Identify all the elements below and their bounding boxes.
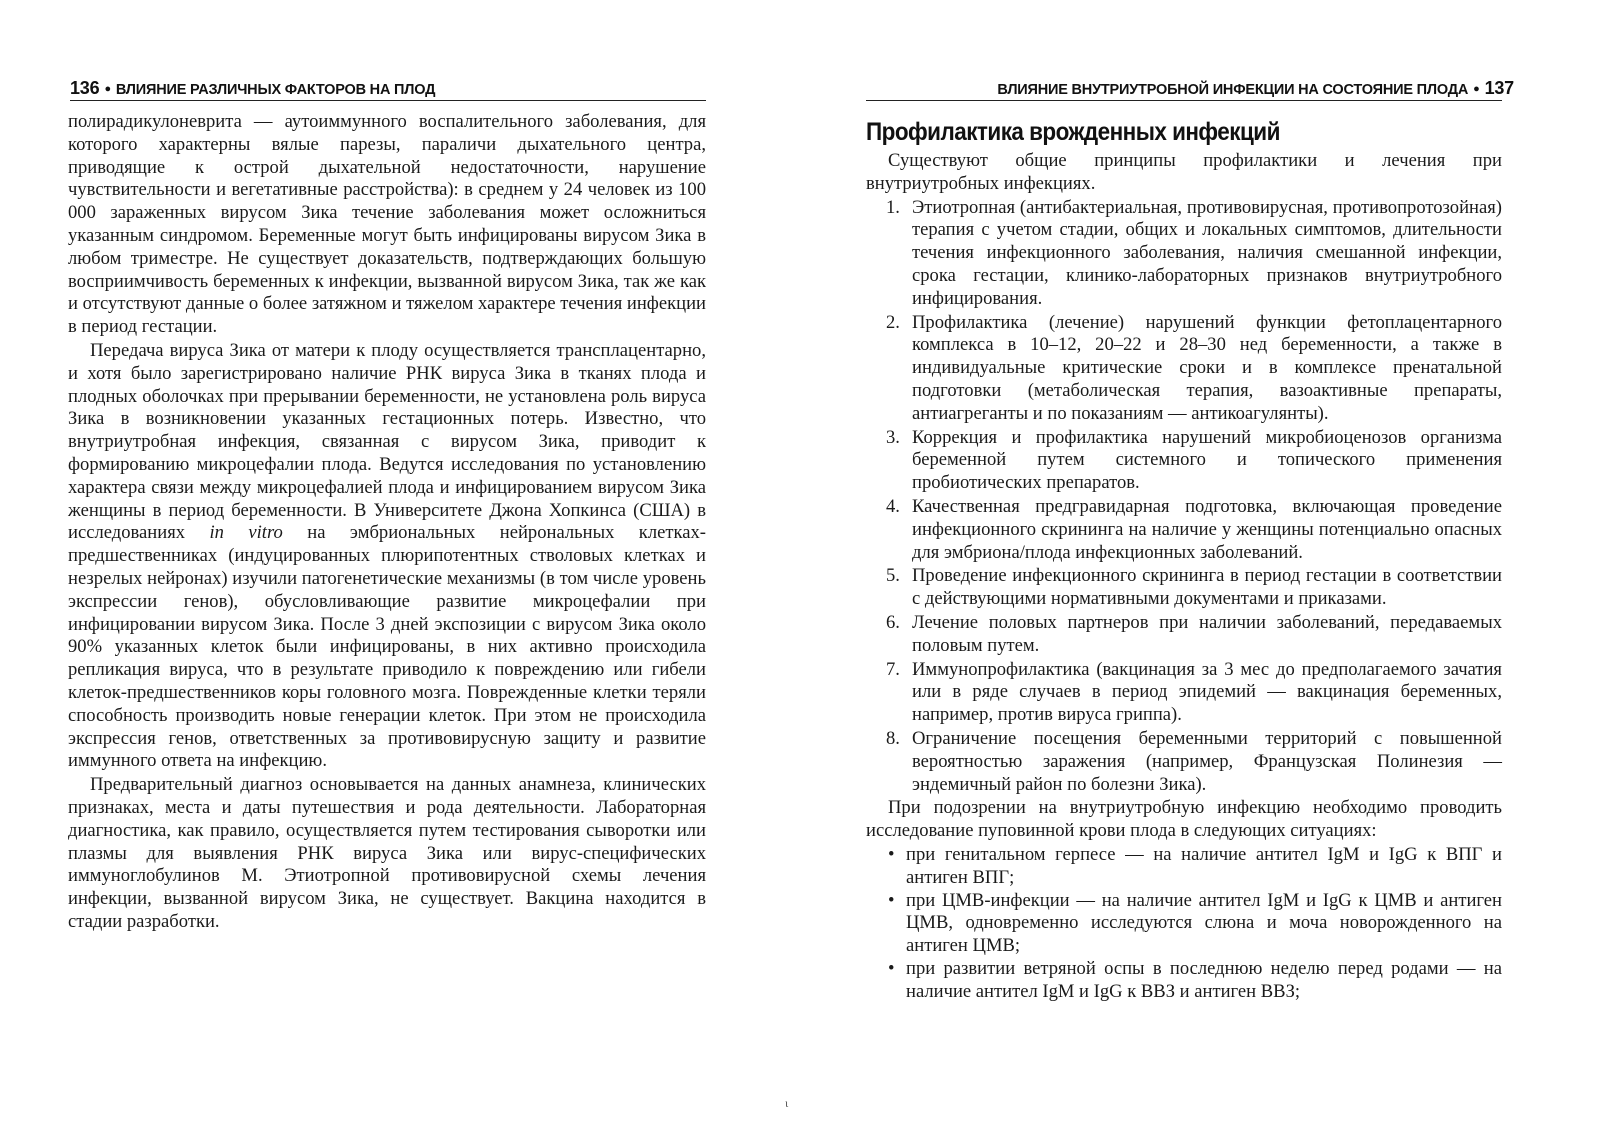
intro-paragraph: Существуют общие принципы профилактики и лечения при внутриутробных инфекциях. — [866, 150, 1502, 194]
running-head-left — [70, 78, 435, 99]
list-item-text: Профилактика (лечение) нарушений функции фетоплацентарного комплекса в 10–12, 20–22 и 28–30 нед беременности, а также в индивидуальные критические сроки и в комплексе пренатальной подготовки (метаболическая терапия, вазоактивные препараты, антиагреганты и по показаниям — антикоагулянты). — [912, 311, 1502, 424]
header-rule — [70, 100, 706, 101]
list-item-text: при генитальном герпесе — на наличие антител IgM и IgG к ВПГ и антиген ВПГ; — [906, 843, 1502, 888]
bullet-separator: ● — [1473, 83, 1480, 95]
running-title: ВЛИЯНИЕ ВНУТРИУТРОБНОЙ ИНФЕКЦИИ НА СОСТОЯНИЕ ПЛОДА — [997, 82, 1469, 98]
list-item-text: Иммунопрофилактика (вакцинация за 3 мес до предполагаемого зачатия или в ряде случаев в период эпидемий — вакцинация беременных, например, против вируса гриппа). — [912, 658, 1502, 726]
list-number: 7. — [886, 658, 900, 680]
list-number: 2. — [886, 311, 900, 333]
cord-blood-test-list — [866, 844, 1502, 1004]
right-page-body — [866, 150, 1502, 1003]
list-item — [866, 312, 1502, 426]
running-title: ВЛИЯНИЕ РАЗЛИЧНЫХ ФАКТОРОВ НА ПЛОД — [115, 82, 436, 98]
list-number: 4. — [886, 495, 900, 517]
list-number: 3. — [886, 426, 900, 448]
list-item — [866, 496, 1502, 564]
bullet-marker: • — [888, 957, 895, 979]
list-item — [866, 958, 1502, 1004]
list-number: 8. — [886, 727, 900, 749]
list-item-text: Лечение половых партнеров при наличии заболеваний, передаваемых половым путем. — [912, 611, 1502, 656]
list-item — [866, 844, 1502, 890]
right-page — [800, 0, 1600, 1128]
list-item-text: Проведение инфекционного скрининга в период гестации в соответствии с действующими нормативными документами и приказами. — [912, 565, 1502, 610]
list-item-text: Коррекция и профилактика нарушений микробиоценозов организма беременной путем системного и топического применения пробиотических препаратов. — [912, 426, 1502, 494]
list-number: 5. — [886, 565, 900, 587]
list-item — [866, 890, 1502, 958]
page-number: 137 — [1484, 78, 1514, 98]
bullet-separator: ● — [104, 83, 111, 95]
list-number: 6. — [886, 611, 900, 633]
list-item — [866, 659, 1502, 727]
paragraph: полирадикулоневрита — аутоиммунного воспалительного заболевания, для которого характерны вялые парезы, параличи дыхательного центра, приводящие к острой дыхательной недостаточности, нарушение чувствительности и вегетативные расстройства): в среднем у 24 человек из 100 000 зараженных вирусом Зика течение заболевания может осложниться указанным синдромом. Беременные могут быть инфицированы вирусом Зика в любом триместре. Не существует доказательств, подтверждающих большую восприимчивость беременных к инфекции, вызванной вирусом Зика, так же как и отсутствуют данные о более затяжном и тяжелом характере течения инфекции в период гестации. — [68, 111, 706, 338]
list-number: 1. — [886, 196, 900, 218]
list-item-text: Этиотропная (антибактериальная, противовирусная, противопротозойная) терапия с учетом стадии, общих и локальных симптомов, длительности течения инфекционного заболевания, наличия смешанной инфекции, срока гестации, клинико-лабораторных признаков внутриутробного инфицирования. — [912, 196, 1502, 309]
paragraph: Предварительный диагноз основывается на данных анамнеза, клинических признаках, места и даты путешествия и рода деятельности. Лабораторная диагностика, как правило, осуществляется путем тестирования сыворотки или плазмы для выявления РНК вируса Зика или вирус-специфических иммуноглобулинов М. Этиотропной противовирусной схемы лечения инфекции, вызванной вирусом Зика, не существует. Вакцина находится в стадии разработки. — [68, 774, 706, 932]
bullet-marker: • — [888, 843, 895, 865]
paragraph-text: на эмбриональных нейрональных клетках-предшественниках (индуцированных плюрипотентных стволовых клетках и незрелых нейронах) изучили патогенетические механизмы (в том числе уровень экспрессии генов), обусловливающие развитие микроцефалии при инфицировании вирусом Зика. После 3 дней экспозиции с вирусом Зика около 90% указанных клеток были инфицированы, в них активно происходила репликация вируса, что в результате приводило к повреждению или гибели клеток-предшественников коры головного мозга. Поврежденные клетки теряли способность производить новые генерации клеток. При этом не происходила экспрессия генов, ответственных за противовирусную защиту и развитие иммунного ответа на инфекцию. — [68, 522, 706, 772]
list-item — [866, 612, 1502, 658]
page-number: 136 — [70, 78, 100, 98]
paragraph-text: Передача вируса Зика от матери к плоду осуществляется трансплацентарно, и хотя было зарегистрировано наличие РНК вируса Зика в тканях плода и плодных оболочках при прерывании беременности, не установлена роль вируса Зика в возникновении указанных гестационных потерь. Известно, что внутриутробная инфекция, связанная с вирусом Зика, приводит к формированию микроцефалии плода. Ведутся исследования по установлению характера связи между микроцефалией плода и инфицированием вирусом Зика женщины в период беременности. В Университете Джона Хопкинса (США) в исследованиях — [68, 339, 706, 544]
bullet-marker: • — [888, 889, 895, 911]
gutter-mark: ι — [785, 1096, 789, 1110]
prevention-steps-list — [866, 197, 1502, 797]
paragraph: При подозрении на внутриутробную инфекцию необходимо проводить исследование пуповинной крови плода в следующих ситуациях: — [866, 797, 1502, 842]
header-rule — [866, 100, 1502, 101]
list-item — [866, 565, 1502, 611]
section-heading: Профилактика врожденных инфекций — [866, 118, 1280, 146]
running-head-right — [997, 78, 1514, 99]
list-item — [866, 197, 1502, 311]
left-page-body — [68, 111, 706, 935]
list-item-text: Качественная предгравидарная подготовка, включающая проведение инфекционного скрининга на наличие у женщины потенциально опасных для эмбриона/плода инфекционных заболеваний. — [912, 495, 1502, 563]
paragraph — [68, 340, 706, 773]
list-item-text: Ограничение посещения беременными территорий с повышенной вероятностью заражения (например, Французская Полинезия — эндемичный район по болезни Зика). — [912, 727, 1502, 795]
list-item — [866, 728, 1502, 796]
list-item — [866, 427, 1502, 495]
list-item-text: при ЦМВ-инфекции — на наличие антител IgM и IgG к ЦМВ и антиген ЦМВ, одновременно исследуются слюна и моча новорожденного на антиген ЦМВ; — [906, 889, 1502, 957]
list-item-text: при развитии ветряной оспы в последнюю неделю перед родами — на наличие антител IgM и IgG к ВВЗ и антиген ВВЗ; — [906, 957, 1502, 1002]
italic-term: in vitro — [209, 522, 283, 544]
